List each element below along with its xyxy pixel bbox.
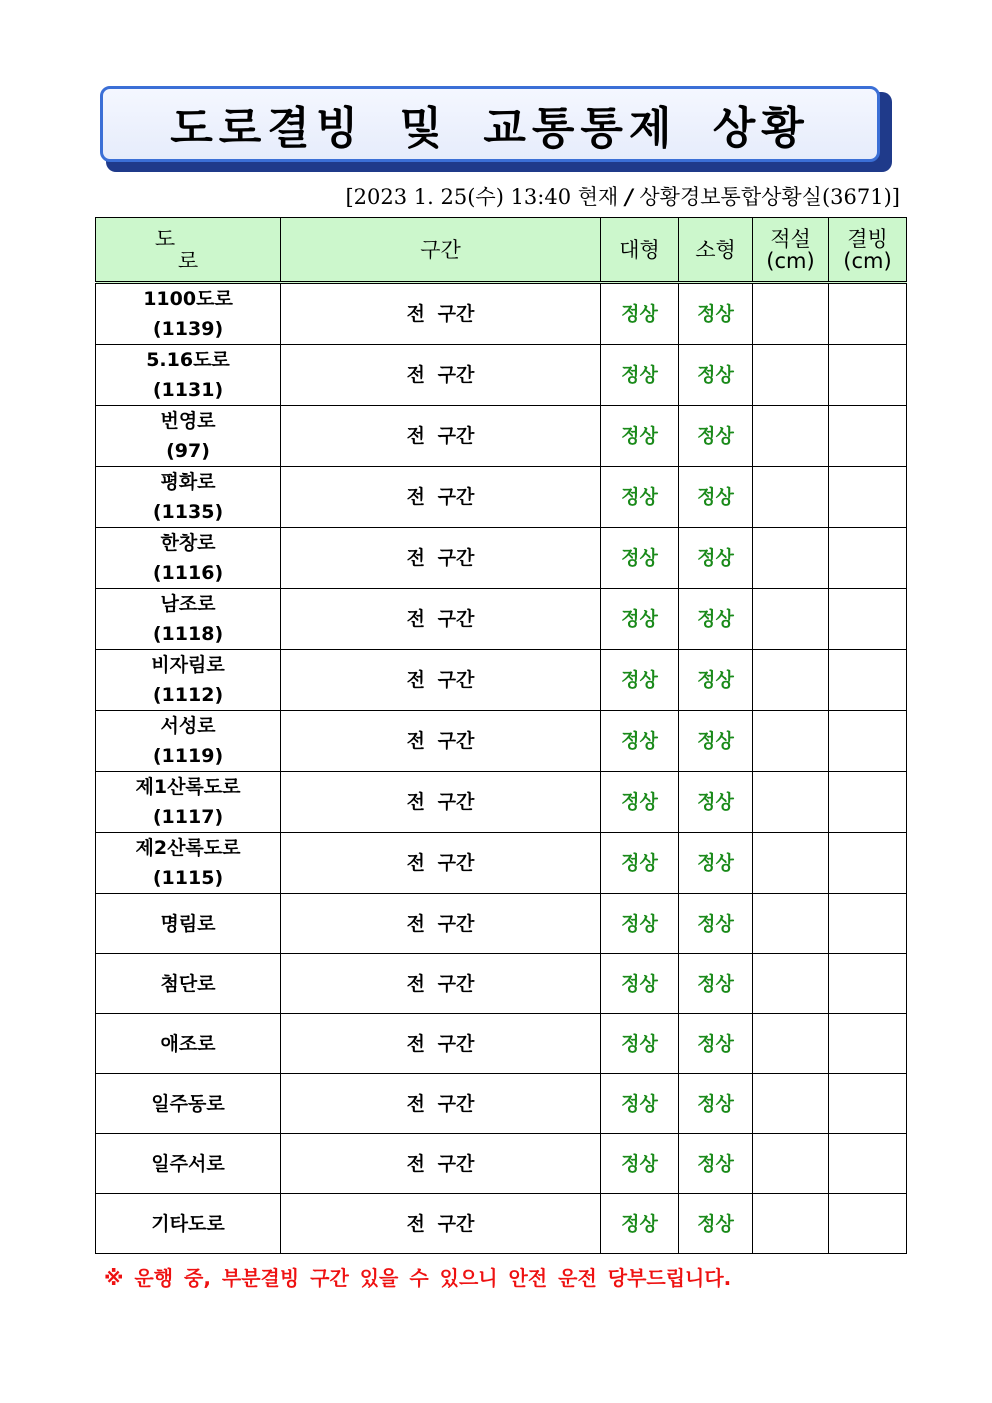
road-name: 일주동로 xyxy=(151,1092,225,1115)
table-row xyxy=(96,283,907,345)
snow-depth-cell xyxy=(753,954,829,1014)
section-cell: 전 구간 xyxy=(281,528,601,589)
road-number: (1135) xyxy=(152,501,224,523)
road-name-cell xyxy=(96,528,281,589)
large-vehicle-status: 정상 xyxy=(601,1074,679,1134)
road-number: (1118) xyxy=(152,623,224,645)
snow-depth-cell xyxy=(753,528,829,589)
report-datetime: [2023 1. 25(수) 13:40 현재 xyxy=(345,185,619,209)
large-vehicle-status: 정상 xyxy=(601,954,679,1014)
road-number: (97) xyxy=(166,440,210,462)
road-name: 첨단로 xyxy=(160,972,216,995)
snow-depth-cell xyxy=(753,283,829,345)
snow-depth-cell xyxy=(753,1134,829,1194)
road-name-cell xyxy=(96,467,281,528)
road-number: (1117) xyxy=(152,806,224,828)
large-vehicle-status: 정상 xyxy=(601,711,679,772)
table-row xyxy=(96,406,907,467)
table-row xyxy=(96,1194,907,1254)
ice-depth-cell xyxy=(829,954,907,1014)
road-name-cell xyxy=(96,772,281,833)
snow-depth-cell xyxy=(753,894,829,954)
section-cell: 전 구간 xyxy=(281,954,601,1014)
road-name: 애조로 xyxy=(160,1032,216,1055)
table-row xyxy=(96,894,907,954)
section-cell: 전 구간 xyxy=(281,772,601,833)
table-row xyxy=(96,1014,907,1074)
section-cell: 전 구간 xyxy=(281,1194,601,1254)
section-cell: 전 구간 xyxy=(281,589,601,650)
header-snow-depth: 적설 (cm) xyxy=(753,218,829,283)
road-number: (1115) xyxy=(152,867,224,889)
table-row xyxy=(96,467,907,528)
snow-depth-cell xyxy=(753,650,829,711)
road-name: 남조로 xyxy=(160,593,216,615)
small-vehicle-status: 정상 xyxy=(679,283,753,345)
report-source: 상황경보통합상황실(3671)] xyxy=(639,185,900,209)
road-name-cell xyxy=(96,833,281,894)
table-row xyxy=(96,589,907,650)
small-vehicle-status: 정상 xyxy=(679,833,753,894)
small-vehicle-status: 정상 xyxy=(679,954,753,1014)
snow-depth-cell xyxy=(753,1194,829,1254)
table-row xyxy=(96,711,907,772)
section-cell: 전 구간 xyxy=(281,406,601,467)
road-number: (1112) xyxy=(152,684,224,706)
ice-depth-cell xyxy=(829,1134,907,1194)
road-name-cell xyxy=(96,406,281,467)
safety-notice: ※ 운행 중, 부분결빙 구간 있을 수 있으니 안전 운전 당부드립니다. xyxy=(104,1266,732,1290)
snow-depth-cell xyxy=(753,1074,829,1134)
header-road: 도 로 xyxy=(96,218,281,283)
small-vehicle-status: 정상 xyxy=(679,650,753,711)
large-vehicle-status: 정상 xyxy=(601,406,679,467)
page-title: 도로결빙 및 교통통제 상황 xyxy=(170,103,810,154)
small-vehicle-status: 정상 xyxy=(679,1074,753,1134)
ice-depth-cell xyxy=(829,711,907,772)
snow-depth-cell xyxy=(753,1014,829,1074)
ice-depth-cell xyxy=(829,283,907,345)
header-section: 구간 xyxy=(281,218,601,283)
table-row xyxy=(96,650,907,711)
large-vehicle-status: 정상 xyxy=(601,345,679,406)
section-cell: 전 구간 xyxy=(281,1014,601,1074)
table-header-row xyxy=(96,218,907,283)
snow-depth-cell xyxy=(753,772,829,833)
table-row xyxy=(96,954,907,1014)
road-name: 한창로 xyxy=(160,532,216,554)
header-large-vehicle: 대형 xyxy=(601,218,679,283)
small-vehicle-status: 정상 xyxy=(679,772,753,833)
table-row xyxy=(96,345,907,406)
road-number: (1116) xyxy=(152,562,224,584)
snow-depth-cell xyxy=(753,467,829,528)
table-row xyxy=(96,833,907,894)
road-name-cell xyxy=(96,650,281,711)
road-number: (1119) xyxy=(152,745,224,767)
road-name-cell xyxy=(96,1194,281,1254)
section-cell: 전 구간 xyxy=(281,894,601,954)
table-row xyxy=(96,1074,907,1134)
header-ice-depth: 결빙 (cm) xyxy=(829,218,907,283)
ice-depth-cell xyxy=(829,528,907,589)
large-vehicle-status: 정상 xyxy=(601,833,679,894)
road-name: 제2산록도로 xyxy=(135,837,241,859)
large-vehicle-status: 정상 xyxy=(601,772,679,833)
road-name-cell xyxy=(96,1074,281,1134)
ice-depth-cell xyxy=(829,1014,907,1074)
small-vehicle-status: 정상 xyxy=(679,894,753,954)
snow-depth-cell xyxy=(753,833,829,894)
small-vehicle-status: 정상 xyxy=(679,406,753,467)
timestamp-separator: / xyxy=(625,184,633,209)
road-name-cell xyxy=(96,589,281,650)
section-cell: 전 구간 xyxy=(281,467,601,528)
ice-depth-cell xyxy=(829,894,907,954)
large-vehicle-status: 정상 xyxy=(601,283,679,345)
road-name-cell xyxy=(96,345,281,406)
road-name: 번영로 xyxy=(160,410,216,432)
table-row xyxy=(96,1134,907,1194)
road-name-cell xyxy=(96,954,281,1014)
ice-depth-cell xyxy=(829,1194,907,1254)
small-vehicle-status: 정상 xyxy=(679,1194,753,1254)
road-name: 명림로 xyxy=(160,912,216,935)
large-vehicle-status: 정상 xyxy=(601,1194,679,1254)
ice-depth-cell xyxy=(829,650,907,711)
road-name-cell xyxy=(96,1014,281,1074)
road-name-cell xyxy=(96,1134,281,1194)
road-number: (1131) xyxy=(152,379,224,401)
ice-depth-cell xyxy=(829,406,907,467)
road-name: 서성로 xyxy=(160,715,216,737)
ice-depth-cell xyxy=(829,833,907,894)
report-timestamp xyxy=(345,181,900,211)
table-row xyxy=(96,772,907,833)
road-name: 일주서로 xyxy=(151,1152,225,1175)
section-cell: 전 구간 xyxy=(281,283,601,345)
road-number: (1139) xyxy=(152,318,224,340)
road-name: 1100도로 xyxy=(143,288,233,310)
snow-depth-cell xyxy=(753,589,829,650)
road-name: 기타도로 xyxy=(151,1212,225,1235)
ice-depth-cell xyxy=(829,345,907,406)
small-vehicle-status: 정상 xyxy=(679,345,753,406)
large-vehicle-status: 정상 xyxy=(601,467,679,528)
road-name: 5.16도로 xyxy=(146,349,230,371)
snow-depth-cell xyxy=(753,345,829,406)
header-small-vehicle: 소형 xyxy=(679,218,753,283)
snow-depth-cell xyxy=(753,406,829,467)
ice-depth-cell xyxy=(829,1074,907,1134)
large-vehicle-status: 정상 xyxy=(601,894,679,954)
section-cell: 전 구간 xyxy=(281,650,601,711)
small-vehicle-status: 정상 xyxy=(679,711,753,772)
section-cell: 전 구간 xyxy=(281,833,601,894)
snow-depth-cell xyxy=(753,711,829,772)
section-cell: 전 구간 xyxy=(281,1074,601,1134)
large-vehicle-status: 정상 xyxy=(601,650,679,711)
large-vehicle-status: 정상 xyxy=(601,1134,679,1194)
road-name: 평화로 xyxy=(160,471,216,493)
large-vehicle-status: 정상 xyxy=(601,528,679,589)
large-vehicle-status: 정상 xyxy=(601,1014,679,1074)
ice-depth-cell xyxy=(829,467,907,528)
table-row xyxy=(96,528,907,589)
road-status-table xyxy=(95,217,907,1254)
section-cell: 전 구간 xyxy=(281,1134,601,1194)
section-cell: 전 구간 xyxy=(281,345,601,406)
small-vehicle-status: 정상 xyxy=(679,467,753,528)
section-cell: 전 구간 xyxy=(281,711,601,772)
small-vehicle-status: 정상 xyxy=(679,1134,753,1194)
ice-depth-cell xyxy=(829,772,907,833)
ice-depth-cell xyxy=(829,589,907,650)
road-name: 제1산록도로 xyxy=(135,776,241,798)
road-name-cell xyxy=(96,283,281,345)
road-name-cell xyxy=(96,894,281,954)
title-banner xyxy=(100,86,880,162)
road-name: 비자림로 xyxy=(151,654,225,676)
small-vehicle-status: 정상 xyxy=(679,1014,753,1074)
small-vehicle-status: 정상 xyxy=(679,528,753,589)
large-vehicle-status: 정상 xyxy=(601,589,679,650)
small-vehicle-status: 정상 xyxy=(679,589,753,650)
road-name-cell xyxy=(96,711,281,772)
